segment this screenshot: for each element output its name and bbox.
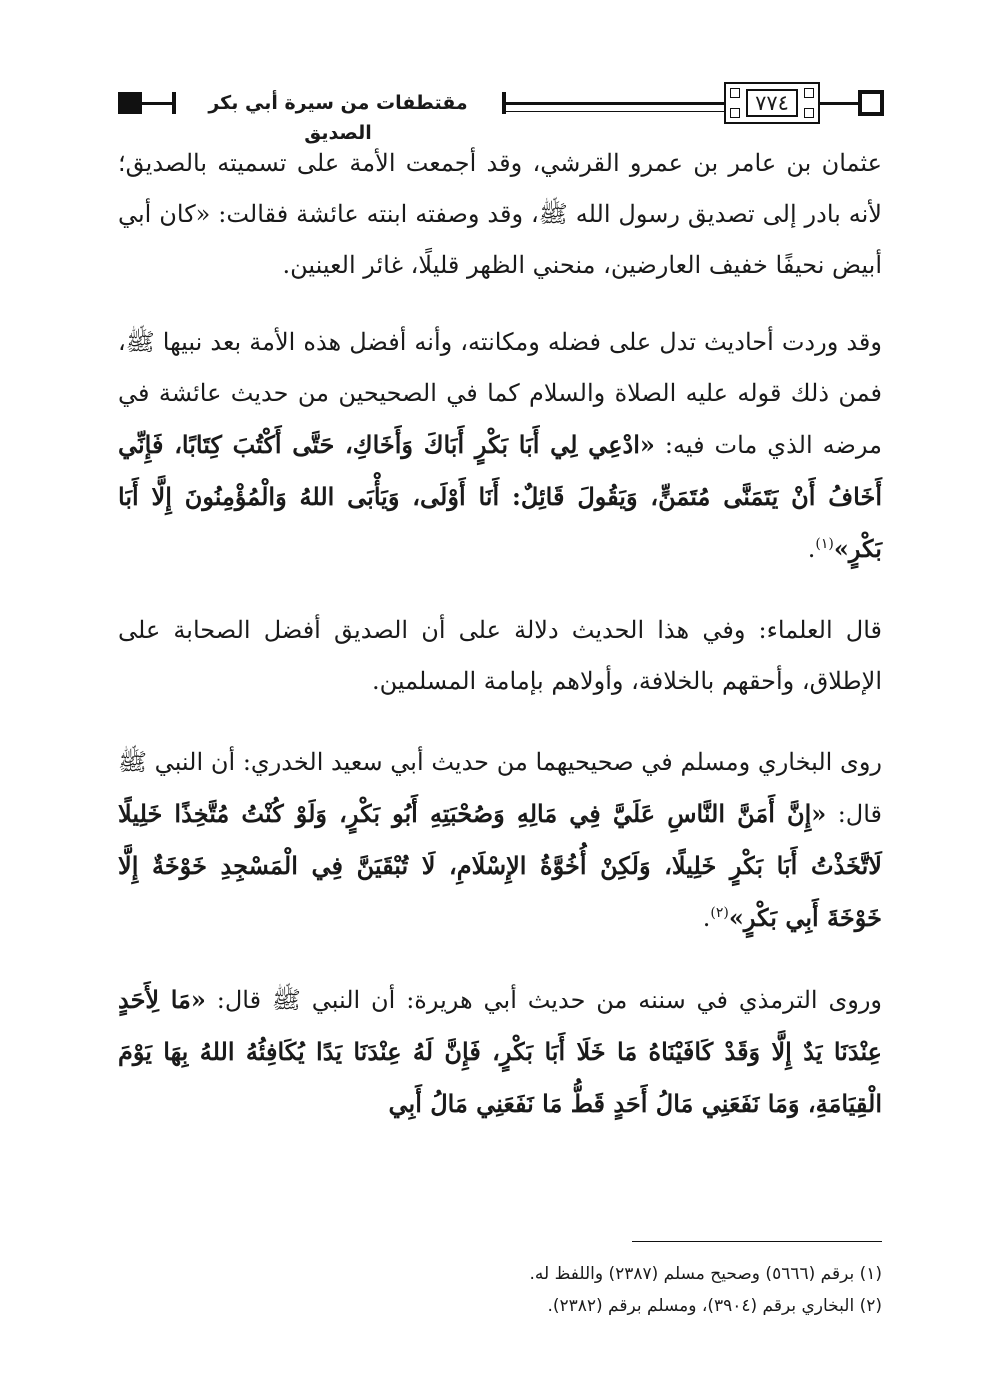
page-number: ٧٧٤ (746, 89, 798, 117)
header-rule (502, 111, 724, 112)
footnote-item: (١) برقم (٥٦٦٦) وصحيح مسلم (٢٣٨٧) واللفظ له. (529, 1264, 882, 1284)
frame-ornament (730, 108, 740, 118)
paragraph-text: وقد وردت أحاديث تدل على فضله ومكانته، وأنه أفضل هذه الأمة بعد نبيها ﷺ، فمن ذلك قوله عليه الصلاة والسلام كما في الصحيحين من حديث عائشة في مرضه الذي مات فيه: (118, 328, 882, 459)
paragraph-text: روى البخاري ومسلم في صحيحيهما من حديث أبي سعيد الخدري: أن النبي ﷺ قال: (118, 748, 882, 828)
frame-ornament (804, 108, 814, 118)
footnote-item: (٢) البخاري برقم (٣٩٠٤)، ومسلم برقم (٢٣٨٢). (547, 1296, 882, 1316)
paragraph-tail: . (702, 904, 711, 932)
hadith-quote: «إِنَّ أَمَنَّ النَّاسِ عَلَيَّ فِي مَالِهِ وَصُحْبَتِهِ أَبُو بَكْرٍ، وَلَوْ كُنْتُ مُتَّخِذًا خَلِيلًا لَاتَّخَذْتُ أَبَا بَكْرٍ خَلِيلًا، وَلَكِنْ أُخُوَّةُ الإِسْلَامِ، لَا تُبْقَيَنَّ فِي الْمَسْجِدِ خَوْخَةٌ إِلَّا خَوْخَةَ أَبِي بَكْرٍ» (118, 799, 882, 932)
footnote-ref[interactable]: (٢) (710, 905, 729, 921)
header-right-square (858, 90, 884, 116)
paragraph-text: وروى الترمذي في سننه من حديث أبي هريرة: أن النبي ﷺ قال: (216, 986, 882, 1014)
hadith-quote: «ادْعِي لِي أَبَا بَكْرٍ أَبَاكَ وَأَخَاكِ، حَتَّى أَكْتُبَ كِتَابًا، فَإِنِّي أَخَافُ أَنْ يَتَمَنَّى مُتَمَنٍّ، وَيَقُولَ قَائِلٌ: أَنَا أَوْلَى، وَيَأْبَى اللهُ وَالْمُؤْمِنُونَ إِلَّا أَبَا بَكْرٍ» (118, 430, 882, 563)
main-text (118, 138, 882, 1130)
hadith-quote: «مَا لِأَحَدٍ عِنْدَنَا يَدٌ إِلَّا وَقَدْ كَافَيْنَاهُ مَا خَلَا أَبَا بَكْرٍ، فَإِنَّ لَهُ عِنْدَنَا يَدًا يُكَافِئُهُ اللهُ بِهَا يَوْمَ الْقِيَامَةِ، وَمَا نَفَعَنِي مَالُ أَحَدٍ قَطُّ مَا نَفَعَنِي مَالُ أَبِي (118, 985, 882, 1118)
header-left-block (118, 92, 142, 114)
header-rule (502, 102, 724, 105)
paragraph-tail: . (807, 535, 816, 563)
paragraph-text: عثمان بن عامر بن عمرو القرشي، وقد أجمعت الأمة على تسميته بالصديق؛ لأنه بادر إلى تصديق رسول الله ﷺ، وقد وصفته ابنته عائشة فقالت: «كان أبي أبيض نحيفًا خفيف العارضين، منحني الظهر قليلًا، غائر العينين. (118, 149, 882, 279)
page-number-frame (724, 82, 820, 124)
paragraph (118, 737, 882, 944)
paragraph (118, 605, 882, 707)
frame-ornament (730, 88, 740, 98)
frame-ornament (804, 88, 814, 98)
paragraph-text: قال العلماء: وفي هذا الحديث دلالة على أن الصديق أفضل الصحابة على الإطلاق، وأحقهم بالخلافة، وأولاهم بإمامة المسلمين. (118, 616, 882, 695)
footnotes (118, 1258, 882, 1322)
header-title: مقتطفات من سيرة أبي بكر الصديق (178, 88, 498, 118)
header-rule (142, 102, 174, 105)
header-rule-cap (172, 92, 176, 114)
footnote-separator (632, 1241, 882, 1242)
footnote-ref[interactable]: (١) (815, 536, 834, 552)
header-rule (820, 102, 858, 105)
paragraph (118, 138, 882, 291)
paragraph (118, 974, 882, 1130)
running-header (118, 82, 884, 144)
paragraph (118, 317, 882, 575)
header-rule-cap (502, 92, 506, 114)
